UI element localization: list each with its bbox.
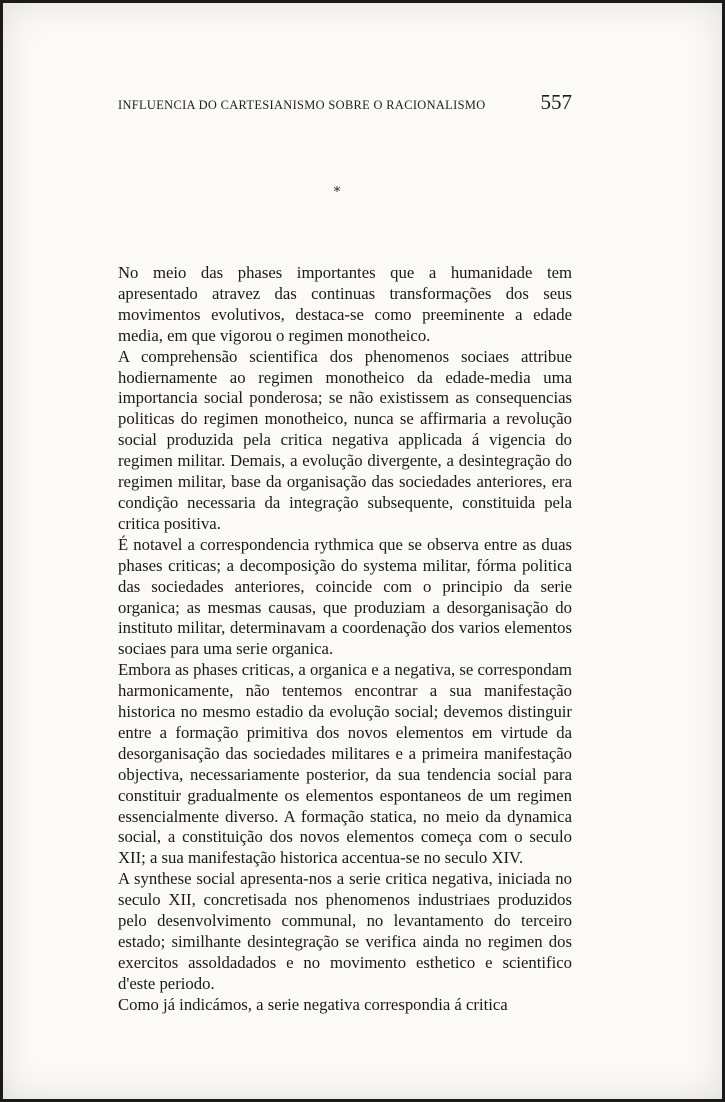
page-header	[118, 90, 572, 115]
paragraph: A synthese social apresenta-nos a serie critica negativa, iniciada no seculo XII, concretisada nos phenomenos industriaes produzidos pelo desenvolvimento communal, no levantamento do terceiro estado; similhante desintegração se verifica ainda no regimen dos exercitos assoldadados e no movimento esthetico e scientifico d'este periodo.	[118, 869, 572, 993]
section-ornament: *	[333, 185, 341, 200]
body-text	[118, 263, 572, 1016]
paragraph: No meio das phases importantes que a humanidade tem apresentado atravez das continuas transformações dos seus movimentos evolutivos, destaca-se como preeminente a edade media, em que vigorou o regimen monotheico.	[118, 263, 572, 345]
paragraph: É notavel a correspondencia rythmica que se observa entre as duas phases criticas; a decomposição do systema militar, fórma politica das sociedades anteriores, coincide com o principio da serie organica; as mesmas causas, que produziam a desorganisação do instituto militar, determinavam a coordenação dos varios elementos sociaes para uma serie organica.	[118, 534, 572, 659]
paragraph: Como já indicámos, a serie negativa correspondia á critica	[118, 994, 508, 1014]
page-number: 557	[540, 90, 572, 114]
running-title: INFLUENCIA DO CARTESIANISMO SOBRE O RACIONALISMO	[118, 98, 486, 112]
paragraph: A comprehensão scientifica dos phenomenos sociaes attribue hodiernamente ao regimen monotheico da edade-media uma importancia social ponderosa; se não existissem as consequencias politicas do regimen monotheico, nunca se affirmaria a revolução social produzida pela critica negativa applicada á vigencia do regimen militar. Demais, a evolução divergente, a desintegração do regimen militar, base da organisação das sociedades anteriores, era condição necessaria da integração subsequente, constituida pela critica positiva.	[118, 346, 572, 533]
paragraph: Embora as phases criticas, a organica e a negativa, se correspondam harmonicamente, não tentemos encontrar a sua manifestação historica no mesmo estadio da evolução social; devemos distinguir entre a formação primitiva dos novos elementos em virtude da desorganisação das sociedades militares e a primeira manifestação objectiva, necessariamente posterior, da sua tendencia social para constituir gradualmente os elementos espontaneos de um regimen essencialmente diverso. A formação statica, no meio da dynamica social, a constituição dos novos elementos começa com o seculo XII; a sua manifestação historica accentua-se no seculo XIV.	[118, 660, 572, 868]
